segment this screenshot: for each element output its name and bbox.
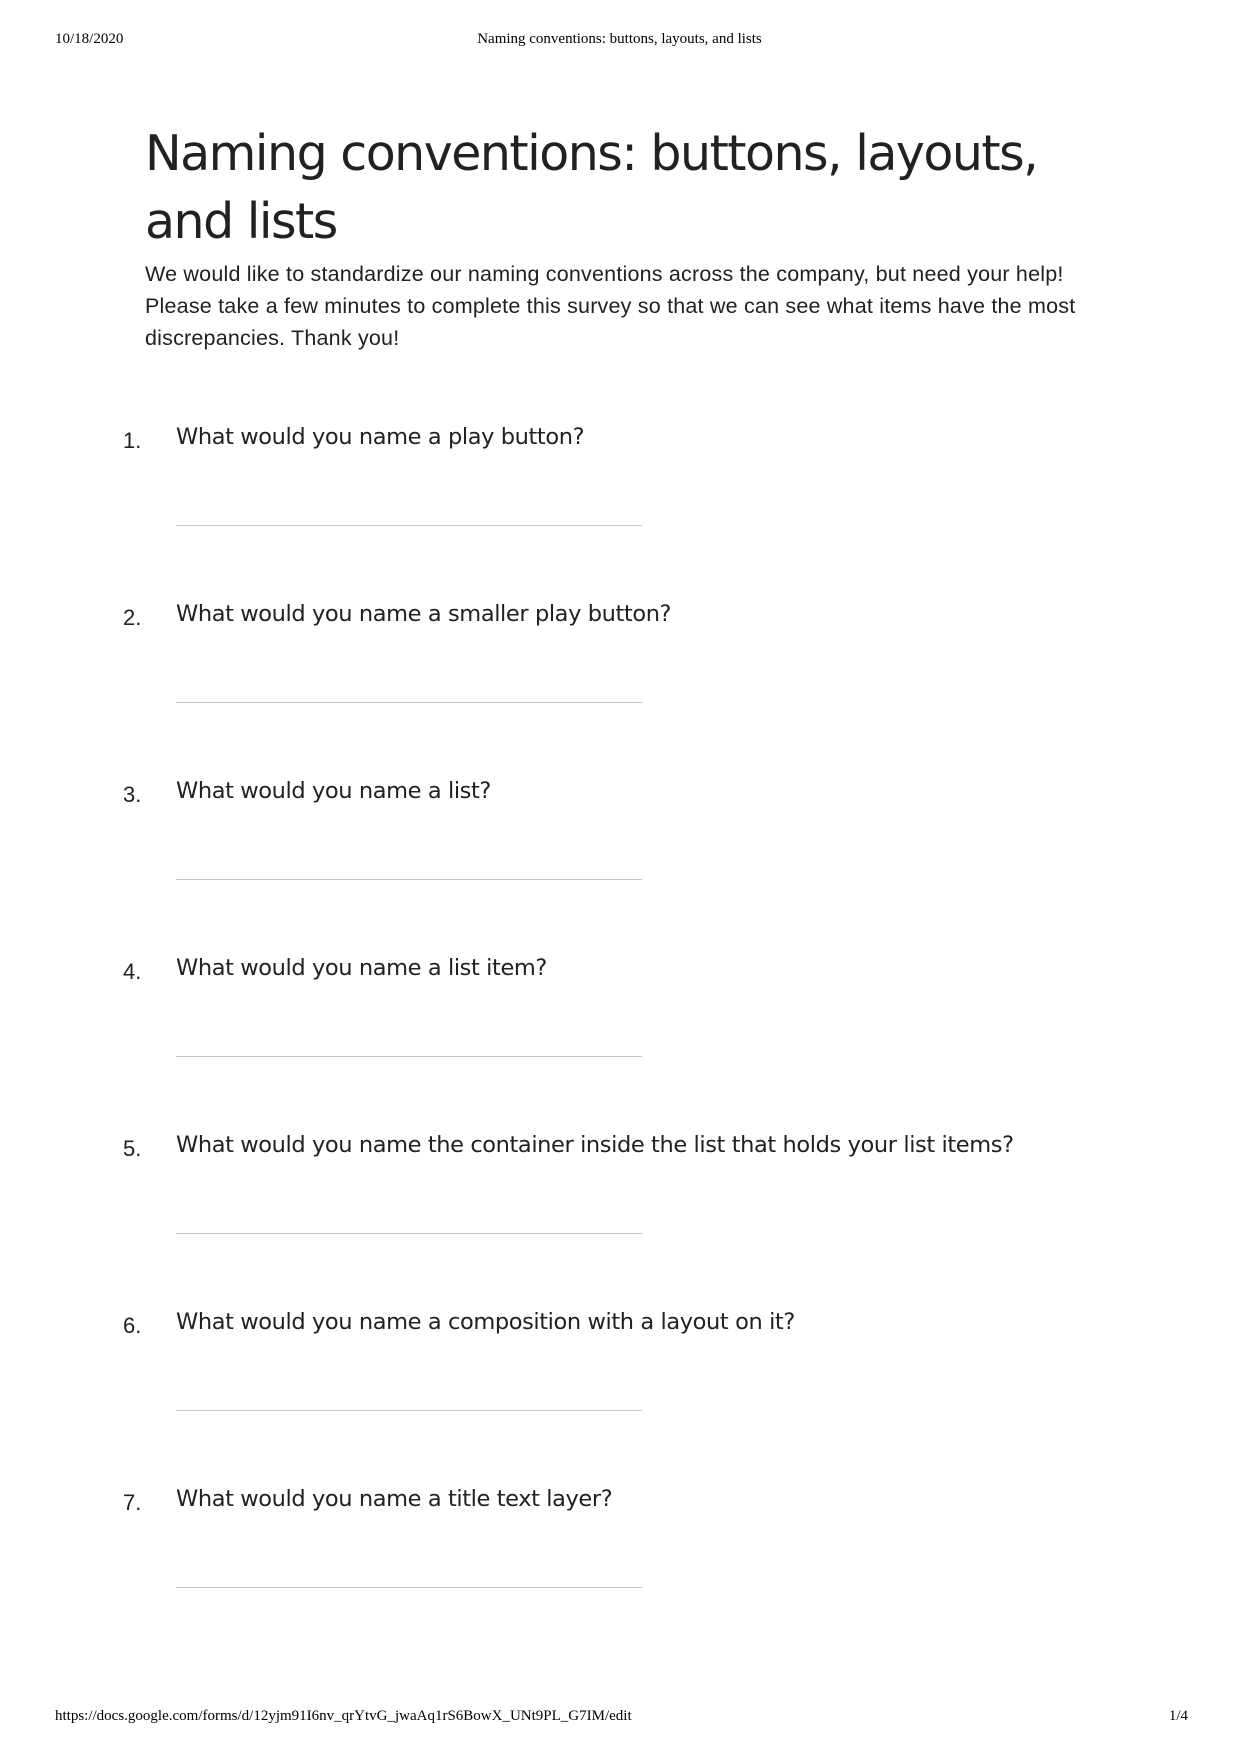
print-footer-url: https://docs.google.com/forms/d/12yjm91I6nv_qrYtvG_jwaAq1rS6BowX_UNt9PL_G7IM/edit bbox=[55, 1708, 632, 1724]
print-header-title: Naming conventions: buttons, layouts, and lists bbox=[477, 31, 762, 47]
question-text: What would you name a composition with a layout on it? bbox=[176, 1309, 795, 1335]
answer-field[interactable] bbox=[176, 1056, 642, 1057]
question-number: 7. bbox=[123, 1490, 142, 1515]
question-5 bbox=[0, 1128, 1239, 1305]
question-2 bbox=[0, 597, 1239, 774]
print-footer-page-number: 1/4 bbox=[1168, 1708, 1188, 1724]
question-3 bbox=[0, 774, 1239, 951]
answer-field[interactable] bbox=[176, 879, 642, 880]
question-list bbox=[0, 420, 1239, 1659]
question-number: 6. bbox=[123, 1313, 142, 1338]
question-text: What would you name a smaller play button? bbox=[176, 601, 672, 627]
answer-field[interactable] bbox=[176, 1410, 642, 1411]
question-4 bbox=[0, 951, 1239, 1128]
form-description: We would like to standardize our naming conventions across the company, but need your help! Please take a few minutes to complete this survey so that we can see what items have the most discrepancies. Thank you! bbox=[145, 262, 1076, 350]
answer-field[interactable] bbox=[176, 1587, 642, 1588]
print-header-date: 10/18/2020 bbox=[55, 31, 124, 47]
answer-field[interactable] bbox=[176, 702, 642, 703]
question-text: What would you name the container inside the list that holds your list items? bbox=[176, 1132, 1014, 1158]
question-number: 1. bbox=[123, 428, 142, 453]
question-1 bbox=[0, 420, 1239, 597]
answer-field[interactable] bbox=[176, 1233, 642, 1234]
question-text: What would you name a list item? bbox=[176, 955, 547, 981]
question-text: What would you name a title text layer? bbox=[176, 1486, 613, 1512]
question-number: 5. bbox=[123, 1136, 142, 1161]
question-text: What would you name a play button? bbox=[176, 424, 585, 450]
question-number: 3. bbox=[123, 782, 142, 807]
answer-field[interactable] bbox=[176, 525, 642, 526]
question-text: What would you name a list? bbox=[176, 778, 491, 804]
form-title: Naming conventions: buttons, layouts, and lists bbox=[145, 125, 1038, 250]
question-number: 2. bbox=[123, 605, 142, 630]
question-number: 4. bbox=[123, 959, 142, 984]
question-6 bbox=[0, 1305, 1239, 1482]
question-7 bbox=[0, 1482, 1239, 1659]
